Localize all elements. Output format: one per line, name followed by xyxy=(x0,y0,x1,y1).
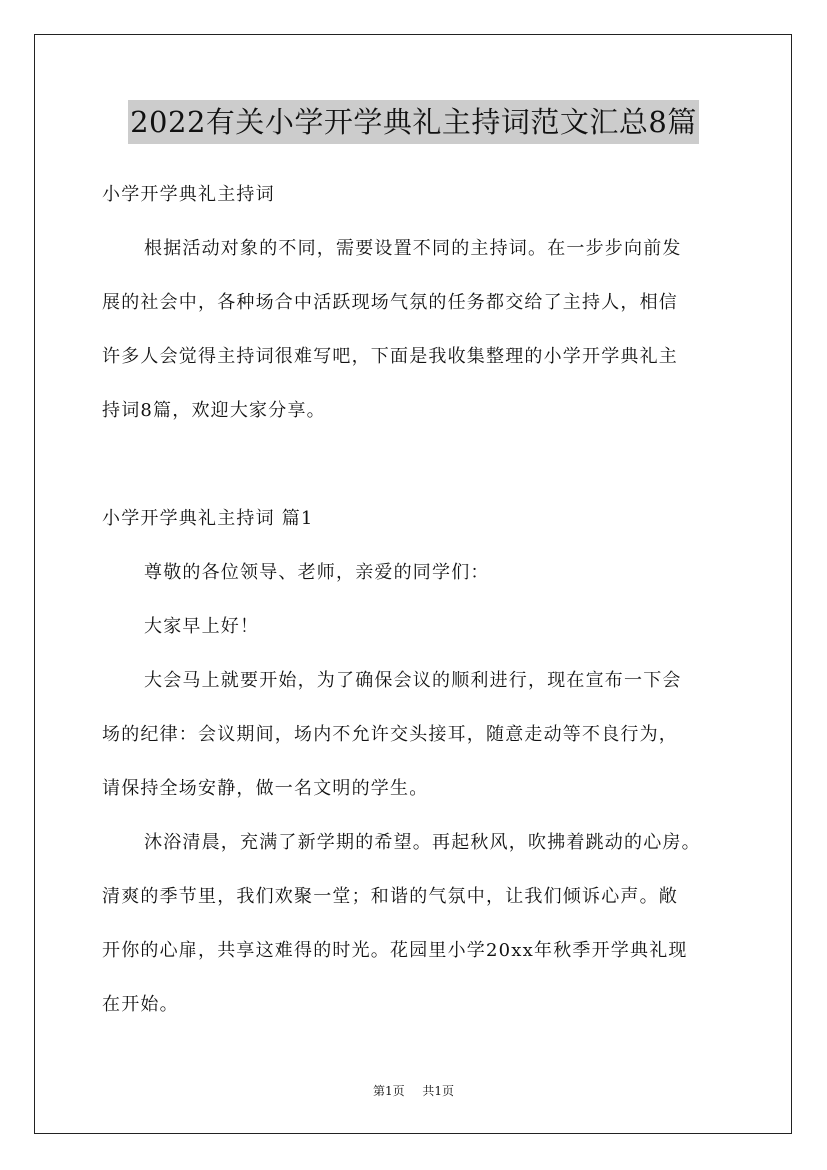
page-number-total: 共1页 xyxy=(422,1084,455,1098)
section1-para1-line-2: 场的纪律：会议期间，场内不允许交头接耳，随意走动等不良行为， xyxy=(102,724,678,745)
section1-para1-line-3: 请保持全场安静，做一名文明的学生。 xyxy=(102,778,429,799)
section1-para1-line-1: 大会马上就要开始，为了确保会议的顺利进行，现在宣布一下会 xyxy=(144,670,682,691)
intro-line-3: 许多人会觉得主持词很难写吧，下面是我收集整理的小学开学典礼主 xyxy=(102,346,678,367)
section1-para2-line-1: 沐浴清晨，充满了新学期的希望。再起秋风，吹拂着跳动的心房。 xyxy=(144,832,701,853)
section1-para2-line-3: 开你的心扉，共享这难得的时光。花园里小学20xx年秋季开学典礼现 xyxy=(102,940,688,961)
page-footer xyxy=(0,1083,827,1099)
intro-line-2: 展的社会中，各种场合中活跃现场气氛的任务都交给了主持人，相信 xyxy=(102,292,678,313)
title-container xyxy=(0,100,827,144)
section1-greeting: 尊敬的各位领导、老师，亲爱的同学们： xyxy=(144,562,490,583)
section1-hello: 大家早上好！ xyxy=(144,616,260,637)
section1-para2-line-2: 清爽的季节里，我们欢聚一堂；和谐的气氛中，让我们倾诉心声。敞 xyxy=(102,886,678,907)
paragraph-gap xyxy=(102,438,738,492)
intro-line-4: 持词8篇，欢迎大家分享。 xyxy=(102,400,326,421)
page-number-current: 第1页 xyxy=(372,1084,405,1098)
document-title: 2022有关小学开学典礼主持词范文汇总8篇 xyxy=(128,100,699,144)
intro-line-1: 根据活动对象的不同，需要设置不同的主持词。在一步步向前发 xyxy=(144,238,682,259)
section1-para2-line-4: 在开始。 xyxy=(102,994,179,1015)
intro-heading: 小学开学典礼主持词 xyxy=(102,184,275,205)
document-body xyxy=(102,168,738,1032)
section1-heading: 小学开学典礼主持词 篇1 xyxy=(102,508,314,529)
